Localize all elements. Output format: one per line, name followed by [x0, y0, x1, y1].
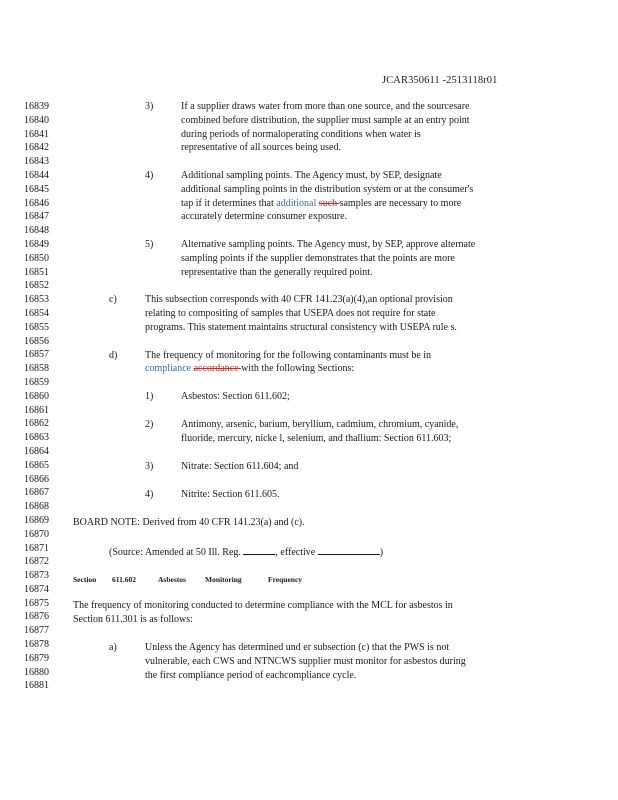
subsection-d-line-2	[145, 362, 354, 376]
subsection-d-line-2-rest: with the following Sections:	[241, 363, 355, 375]
line-number: 16865	[24, 459, 49, 471]
line-number: 16842	[24, 142, 49, 154]
d-item-3-label: 3)	[145, 460, 154, 472]
line-number: 16844	[24, 169, 49, 181]
section-heading-number: 611.602	[112, 575, 136, 584]
line-number: 16867	[24, 487, 49, 499]
d-item-1-text: Asbestos: Section 611.602;	[181, 391, 290, 402]
line-number: 16878	[24, 639, 49, 651]
item-4-line-1: Additional sampling points. The Agency must, by SEP, designate	[181, 170, 442, 181]
line-number: 16853	[24, 294, 49, 306]
item-4-label: 4)	[145, 170, 154, 181]
line-number: 16874	[24, 583, 49, 595]
inserted-text: compliance	[145, 363, 192, 375]
line-number: 16841	[24, 128, 49, 140]
section-heading-title-2: Monitoring	[205, 575, 242, 584]
line-number: 16855	[24, 321, 49, 333]
line-number: 16879	[24, 652, 49, 664]
line-number: 16851	[24, 266, 49, 278]
item-3-line-2: combined before distribution, the supplier must sample at an entry point	[181, 114, 470, 126]
line-number: 16843	[24, 156, 49, 168]
line-number: 16880	[24, 666, 49, 678]
line-number: 16873	[24, 570, 49, 582]
item-4-line-2: additional sampling points in the distribution system or at the consumer's	[181, 183, 474, 195]
item-5-line-2: sampling points if the supplier demonstrates that the points are more	[181, 252, 455, 264]
d-item-2-label: 2)	[145, 419, 154, 430]
source-prefix: (Source: Amended at 50 Ill. Reg.	[109, 546, 241, 558]
line-number: 16863	[24, 432, 49, 444]
line-number: 16849	[24, 238, 49, 250]
document-header-id: JCAR350611 -2513118r01	[382, 75, 498, 86]
line-number-column	[24, 100, 56, 693]
d-item-4-text: Nitrite: Section 611.605.	[181, 488, 280, 500]
section-subsection-a-line-2: vulnerable, each CWS and NTNCWS supplier must monitor for asbestos during	[145, 655, 466, 667]
item-4-line-4: accurately determine consumer exposure.	[181, 211, 348, 223]
line-number: 16877	[24, 625, 49, 637]
d-item-2-line-1: Antimony, arsenic, barium, beryllium, cadmium, chromium, cyanide,	[181, 419, 459, 430]
deleted-text: such	[318, 197, 340, 209]
section-subsection-a-label: a)	[109, 642, 117, 653]
d-item-2-line-2: fluoride, mercury, nicke l, selenium, and thallium: Section 611.603;	[181, 432, 452, 444]
line-number: 16872	[24, 556, 49, 568]
blank-effective-date	[318, 544, 380, 555]
line-number: 16861	[24, 404, 49, 416]
line-number: 16856	[24, 335, 49, 347]
item-4-line-3-text: tap if it determines that	[181, 197, 277, 209]
item-5-label: 5)	[145, 239, 154, 250]
subsection-c-label: c)	[109, 294, 117, 305]
blank-register-number	[243, 544, 275, 555]
subsection-c-line-1: This subsection corresponds with 40 CFR 141.23(a)(4),an optional provision	[145, 294, 453, 305]
section-heading-word: Section	[73, 575, 97, 584]
subsection-c-line-3: programs. This statement maintains structural consistency with USEPA rule s.	[145, 321, 457, 333]
line-number: 16881	[24, 680, 49, 692]
line-number: 16850	[24, 252, 49, 264]
d-item-4-label: 4)	[145, 488, 154, 500]
line-number: 16839	[24, 101, 49, 112]
section-paragraph-line-2: Section 611.301 is as follows:	[73, 613, 193, 625]
deleted-text: accordance	[193, 363, 242, 375]
line-number: 16871	[24, 542, 49, 554]
line-number: 16846	[24, 197, 49, 209]
board-note: BOARD NOTE: Derived from 40 CFR 141.23(a) and (c).	[73, 516, 305, 528]
item-3-line-3: during periods of normaloperating conditions when water is	[181, 128, 421, 140]
source-suffix: )	[379, 546, 384, 558]
line-number: 16869	[24, 514, 49, 526]
section-subsection-a-line-1: Unless the Agency has determined und er subsection (c) that the PWS is not	[145, 642, 450, 653]
line-number: 16857	[24, 349, 49, 361]
item-3-label: 3)	[145, 101, 154, 112]
item-5-line-1: Alternative sampling points. The Agency must, by SEP, approve alternate	[181, 239, 476, 250]
source-middle: , effective	[275, 546, 316, 558]
item-4-line-3-rest: samples are necessary to more	[339, 197, 462, 209]
line-number: 16840	[24, 114, 49, 126]
subsection-c-line-2: relating to compositing of samples that USEPA does not require for state	[145, 307, 436, 319]
line-number: 16875	[24, 597, 49, 609]
line-number: 16845	[24, 183, 49, 195]
line-number: 16860	[24, 390, 49, 402]
item-4-line-3	[181, 197, 461, 211]
line-number: 16862	[24, 418, 49, 430]
line-number: 16848	[24, 225, 49, 237]
line-number: 16854	[24, 307, 49, 319]
d-item-3-text: Nitrate: Section 611.604; and	[181, 460, 299, 472]
d-item-1-label: 1)	[145, 391, 154, 402]
line-number: 16859	[24, 376, 49, 388]
subsection-d-label: d)	[109, 349, 118, 361]
section-subsection-a-line-3: the first compliance period of eachcompliance cycle.	[145, 669, 357, 681]
line-number: 16864	[24, 445, 49, 457]
line-number: 16876	[24, 611, 49, 623]
line-number: 16870	[24, 528, 49, 540]
item-5-line-3: representative than the generally required point.	[181, 266, 373, 278]
section-paragraph-line-1: The frequency of monitoring conducted to determine compliance with the MCL for asbestos in	[73, 600, 453, 611]
section-heading-title-1: Asbestos	[158, 575, 186, 584]
inserted-text: additional	[276, 197, 317, 209]
line-number: 16847	[24, 211, 49, 223]
item-3-line-1: If a supplier draws water from more than one source, and the sourcesare	[181, 101, 470, 112]
section-heading-title-3: Frequency	[268, 575, 303, 584]
subsection-d-line-1: The frequency of monitoring for the following contaminants must be in	[145, 349, 432, 361]
line-number: 16852	[24, 280, 49, 292]
line-number: 16868	[24, 501, 49, 513]
item-3-line-4: representative of all sources being used.	[181, 142, 341, 154]
source-note	[109, 544, 383, 560]
line-number: 16858	[24, 363, 49, 375]
line-number: 16866	[24, 473, 49, 485]
